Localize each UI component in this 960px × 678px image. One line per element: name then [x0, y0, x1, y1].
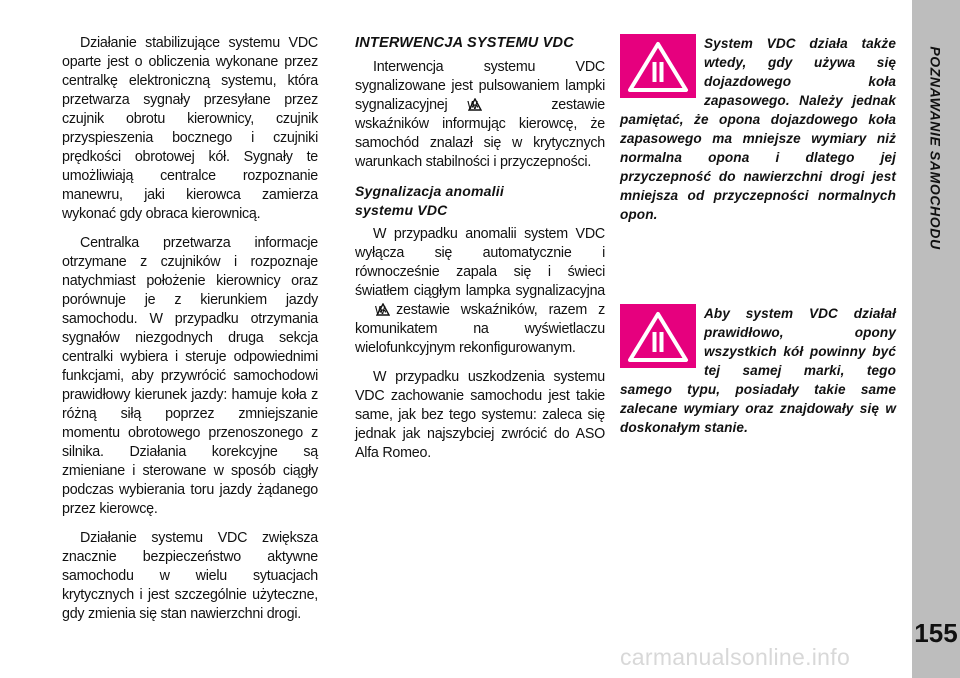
warning-note — [620, 34, 896, 224]
subheading-line: Sygnalizacja anomalii — [355, 183, 504, 199]
page-number: 155 — [914, 618, 958, 648]
paragraph: Centralka przetwarza informacje otrzymane z czujników i rozpoznaje natychmiast położenie kierownicy oraz porównuje je z kierunkiem jazdy samochodu. W przypadku otrzymania sygnałów niezgodnych druga sekcja centralki wybiera i steruje odpowiednimi funkcjami, aby przywrócić samochodowi prawidłowy kierunek jazdy: hamuje koła z różną siłą poprzez zmniejszanie momentu obrotowego przenoszonego z silnika. Działania korekcyjne są zmieniane i sterowane w sposób ciągły podczas wybierania toru jazdy żądanego przez kierowcę. — [62, 235, 318, 517]
watermark: carmanualsonline.info — [620, 644, 851, 670]
section-title-text: POZNAWANIE SAMOCHODU — [928, 46, 944, 250]
subheading-line: systemu VDC — [355, 202, 448, 218]
vdc-warning-lamp-icon — [358, 303, 372, 316]
paragraph: Działanie systemu VDC zwiększa znacznie bezpieczeństwo aktywne samochodu w wielu sytuacjach krytycznych i jest szczególnie użyteczne, gdy zmienia się stan nawierzchni drogi. — [62, 530, 318, 622]
paragraph-text: w zestawie wskaźników informując kierowcę, że samochód znalazł się w krytycznych warunkach stabilności i przyczepności. — [355, 97, 605, 170]
paragraph — [355, 58, 605, 172]
warning-triangle-icon — [620, 304, 696, 368]
text-column-2 — [355, 34, 605, 473]
paragraph: W przypadku uszkodzenia systemu VDC zachowanie samochodu jest takie same, jak bez tego systemu: zaleca się jednak jak najszybciej zwrócić do ASO Alfa Romeo. — [355, 369, 605, 461]
paragraph-text: Interwencja systemu VDC sygnalizowane jest pulsowaniem lampki sygnalizacyjnej — [355, 59, 605, 113]
warning-triangle-icon — [620, 34, 696, 98]
warning-note — [620, 304, 896, 437]
paragraph: Działanie stabilizujące systemu VDC oparte jest o obliczenia wykonane przez centralkę elektroniczną systemu, która przetwarza sygnały przesyłane przez czujnik obrotu kierownicy, czujnik przyspieszenia bocznego i czujniki prędkości obrotowej kół. Sygnały te umożliwiają centralce rozpoznanie manewru, jaki kierowca zamierza wykonać gdy obraca kierownicą. — [62, 35, 318, 222]
paragraph — [355, 225, 605, 358]
warning-text: System VDC działa także wtedy, gdy używa się dojazdowego koła zapasowego. Należy jednak pamiętać, że opona dojazdowego koła zapasowego ma mniejsze wymiary niż normalna opona i dlatego jej przyczepność do nawierzchni drogi jest mniejsza od przyczepności normalnych opon. — [620, 36, 896, 222]
text-column-1 — [62, 34, 318, 634]
warning-text: Aby system VDC działał prawidłowo, opony wszystkich kół powinny być tej samej marki, tego samego typu, posiadały takie same zalecane wymiary oraz znajdowały się w doskonałym stanie. — [620, 306, 896, 435]
section-heading: INTERWENCJA SYSTEMU VDC — [355, 35, 574, 51]
paragraph-text: W przypadku anomalii system VDC wyłącza się automatycznie i równocześnie zapala się i świeci światłem ciągłym lampka sygnalizacyjna — [355, 226, 605, 299]
paragraph-text: w zestawie wskaźników, razem z komunikatem na wyświetlaczu wielofunkcyjnym rekonfigurowanym. — [355, 302, 605, 356]
section-title — [912, 28, 960, 268]
vdc-warning-lamp-icon — [450, 98, 464, 111]
subheading — [355, 182, 605, 220]
